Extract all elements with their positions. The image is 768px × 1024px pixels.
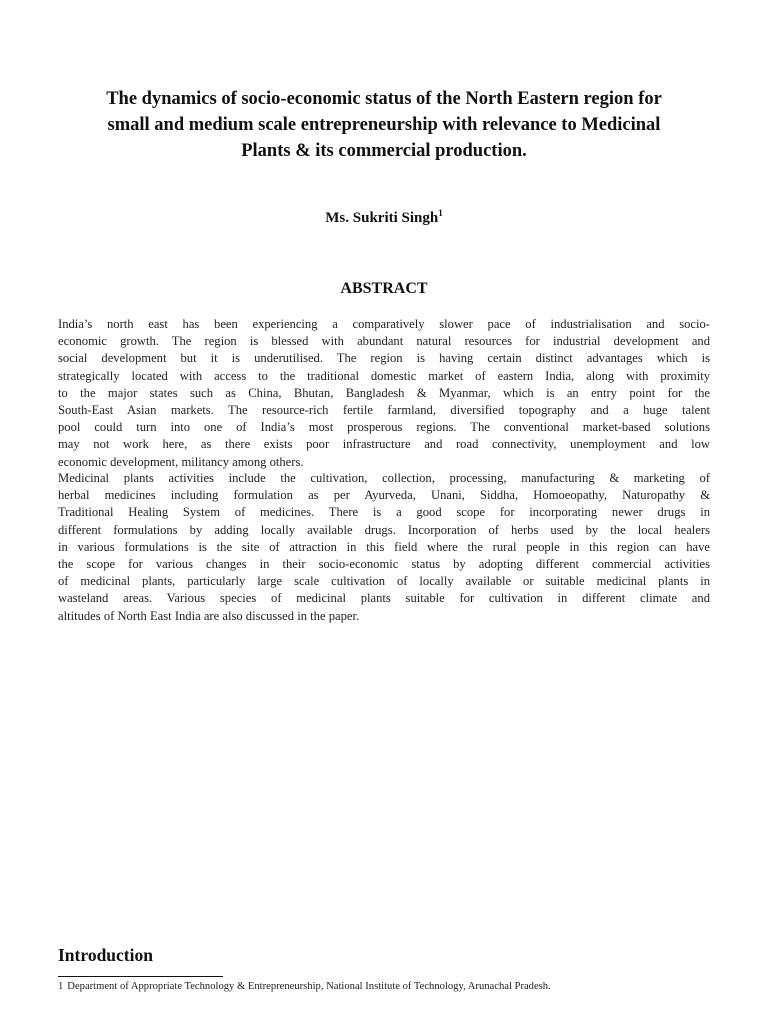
paragraph-line: South-East Asian markets. The resource-rich fertile farmland, diversified topography and a huge talent [58,403,710,418]
paragraph-line: the scope for various changes in their socio-economic status by adopting different commercial activities [58,557,710,572]
title-line: The dynamics of socio-economic status of the North Eastern region for [106,89,662,109]
paragraph-line: Medicinal plants activities include the cultivation, collection, processing, manufacturing & marketing of [58,471,710,485]
paragraph-line: pool could turn into one of India’s most prosperous regions. The conventional market-based solutions [58,420,710,435]
paragraph-line: India’s north east has been experiencing a comparatively slower pace of industrialisation and socio- [58,317,710,331]
paragraph-line: social development but it is underutilised. The region is having certain distinct advantages which is [58,351,710,366]
paragraph-line: economic development, militancy among others. [58,454,304,469]
paragraph-line: herbal medicines including formulation as per Ayurveda, Unani, Siddha, Homoeopathy, Naturopathy & [58,488,710,503]
introduction-heading: Introduction [58,945,153,965]
abstract-paragraph-1 [58,316,710,471]
author-footnote-mark: 1 [438,208,443,218]
footnote-mark: 1 [58,981,64,992]
footnote-text: Department of Appropriate Technology & Entrepreneurship, National Institute of Technology, Arunachal Pradesh. [67,981,551,992]
abstract-paragraph-2 [58,470,710,625]
title-line: small and medium scale entrepreneurship with relevance to Medicinal [107,115,661,135]
title-line: Plants & its commercial production. [241,141,527,161]
paragraph-line: economic growth. The region is blessed with abundant natural resources for industrial development and [58,334,710,349]
paragraph-line: altitudes of North East India are also discussed in the paper. [58,608,360,623]
paragraph-line: different formulations by adding locally available drugs. Incorporation of herbs used by the local healers [58,522,710,537]
author-line [60,208,708,228]
paragraph-line: of medicinal plants, particularly large scale cultivation of locally available or suitable medicinal plants in [58,574,710,589]
paper-title [60,86,708,164]
paragraph-line: to the major states such as China, Bhutan, Bangladesh & Myanmar, which is an entry point for the [58,385,710,400]
paragraph-line: in various formulations is the site of attraction in this field where the rural people in this region can have [58,539,710,554]
abstract-heading: ABSTRACT [340,280,428,297]
author-name: Ms. Sukriti Singh [325,210,439,226]
paragraph-line: wasteland areas. Various species of medicinal plants suitable for cultivation in different climate and [58,591,710,606]
footnote-separator [58,976,223,977]
paragraph-line: strategically located with access to the traditional domestic market of eastern India, along with proximity [58,368,710,383]
paragraph-line: Traditional Healing System of medicines. There is a good scope for incorporating newer drugs in [58,505,710,520]
paragraph-line: may not work here, as there exists poor infrastructure and road connectivity, unemployment and low [58,437,710,452]
footnote [58,980,738,994]
